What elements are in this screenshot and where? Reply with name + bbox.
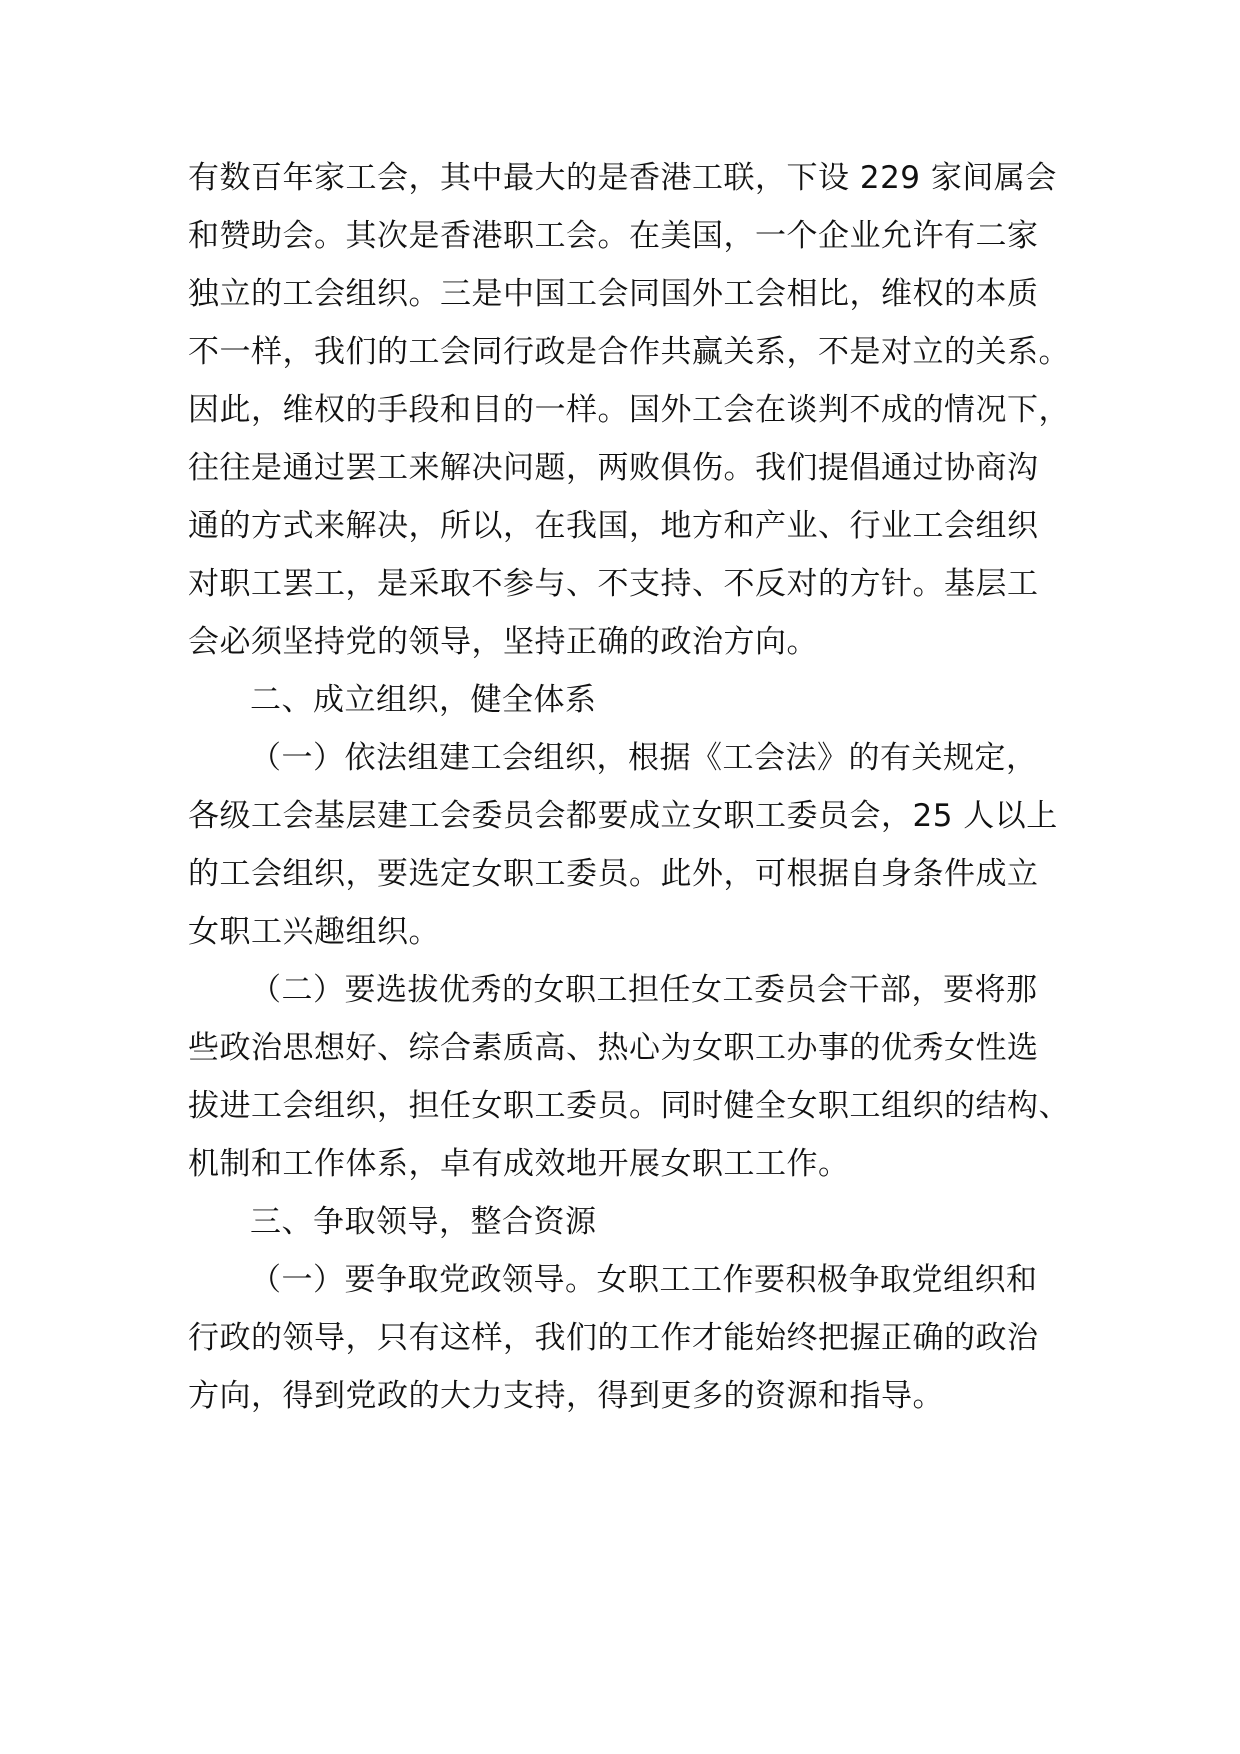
section-heading-2: 二、成立组织，健全体系 [250, 682, 597, 718]
section-heading-3: 三、争取领导，整合资源 [250, 1204, 597, 1240]
text-line-5: 因此，维权的手段和目的一样。国外工会在谈判不成的情况下， [188, 392, 1070, 428]
text-line-13: 的工会组织，要选定女职工委员。此外，可根据自身条件成立 [188, 856, 1039, 892]
text-line-22: 方向，得到党政的大力支持，得到更多的资源和指导。 [188, 1378, 944, 1414]
text-line-20: （一）要争取党政领导。女职工工作要积极争取党组织和 [250, 1262, 1038, 1298]
text-line-11: （一）依法组建工会组织，根据《工会法》的有关规定， [250, 740, 1038, 776]
text-line-8: 对职工罢工，是采取不参与、不支持、不反对的方针。基层工 [188, 566, 1039, 602]
text-line-18: 机制和工作体系，卓有成效地开展女职工工作。 [188, 1146, 850, 1182]
text-line-2: 和赞助会。其次是香港职工会。在美国，一个企业允许有二家 [188, 218, 1039, 254]
text-line-4: 不一样，我们的工会同行政是合作共赢关系，不是对立的关系。 [188, 334, 1070, 370]
text-line-17: 拔进工会组织，担任女职工委员。同时健全女职工组织的结构、 [188, 1088, 1070, 1124]
text-line-7: 通的方式来解决，所以，在我国，地方和产业、行业工会组织 [188, 508, 1039, 544]
text-line-14: 女职工兴趣组织。 [188, 914, 440, 950]
text-line-15: （二）要选拔优秀的女职工担任女工委员会干部，要将那 [250, 972, 1038, 1008]
text-line-6: 往往是通过罢工来解决问题，两败俱伤。我们提倡通过协商沟 [188, 450, 1039, 486]
text-line-21: 行政的领导，只有这样，我们的工作才能始终把握正确的政治 [188, 1320, 1039, 1356]
text-line-12: 各级工会基层建工会委员会都要成立女职工委员会，25 人以上 [188, 798, 1058, 834]
text-line-16: 些政治思想好、综合素质高、热心为女职工办事的优秀女性选 [188, 1030, 1039, 1066]
text-line-1: 有数百年家工会，其中最大的是香港工联，下设 229 家间属会 [188, 160, 1057, 196]
text-line-9: 会必须坚持党的领导，坚持正确的政治方向。 [188, 624, 818, 660]
text-line-3: 独立的工会组织。三是中国工会同国外工会相比，维权的本质 [188, 276, 1039, 312]
